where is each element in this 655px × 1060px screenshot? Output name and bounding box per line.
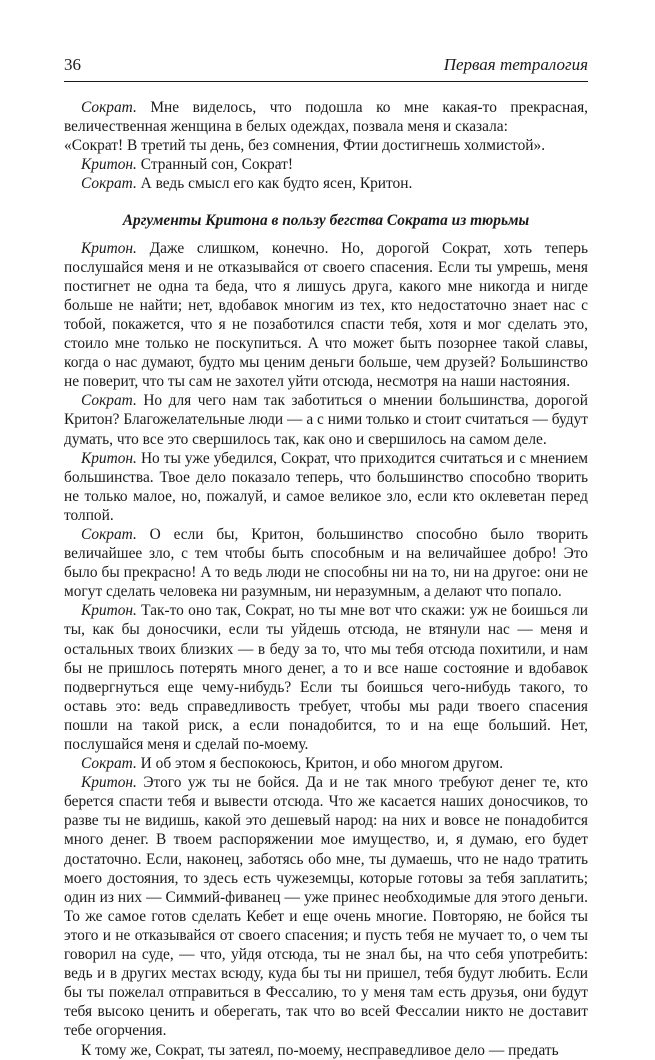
paragraph (64, 155, 588, 174)
paragraph-text: О если бы, Критон, большинство способно было творить величайшее зло, с тем чтобы быть способным и на величайшее добро! Это было бы прекрасно! А то ведь люди не способны ни на то, ни на другое: они не могут сделать человека ни разумным, ни неразумным, а делают что попало. (64, 525, 588, 601)
paragraph (64, 174, 588, 193)
paragraph (64, 1041, 588, 1060)
page-number: 36 (64, 55, 81, 74)
speaker-label: Сократ. (81, 99, 137, 116)
paragraph (64, 601, 588, 754)
speaker-label: Сократ. (81, 175, 137, 193)
paragraph-text: «Сократ! В третий ты день, без сомнения, Фтии достигнешь холмистой». (64, 137, 546, 155)
paragraph-text: Так-то оно так, Сократ, но ты мне вот что скажи: уж не боишься ли ты, как бы доносчики, если ты уйдешь отсюда, не втянули нас — меня и остальных твоих близких — в беду за то, что мы тебя отсюда похитили, и нам бы не пришлось потерять много денег, а то и все наше состояние и вдобавок подвергнуться еще чему-нибудь? Если ты боишься чего-нибудь такого, то оставь это: ведь справедливость требует, чтобы мы ради твоего спасения пошли на такой риск, а если понадобится, то и на еще больший. Нет, послушайся меня и сделай по-моему. (64, 602, 588, 753)
section-heading: Аргументы Критона в пользу бегства Сократа из тюрьмы (122, 212, 530, 230)
speaker-label: Сократ. (81, 525, 137, 543)
speaker-label: Критон. (81, 156, 137, 174)
paragraph (64, 754, 588, 773)
paragraph (64, 98, 588, 136)
speaker-label: Сократ. (81, 755, 137, 773)
paragraph-text: К тому же, Сократ, ты затеял, по-моему, несправедливое дело — предать (81, 1041, 559, 1059)
page-header (64, 55, 588, 82)
paragraph-text: Мне виделось, что подошла ко мне какая-то прекрасная, величественная женщина в белых одеждах, позвала меня и сказала: (64, 99, 588, 136)
paragraph (64, 525, 588, 601)
paragraph (64, 449, 588, 525)
speaker-label: Критон. (81, 449, 137, 467)
paragraph-text: И об этом я беспокоюсь, Критон, и обо многом другом. (136, 755, 504, 773)
paragraph-text: Этого уж ты не бойся. Да и не так много требуют денег те, кто берется спасти тебя и вывести отсюда. Что же касается наших доносчиков, то разве ты не видишь, какой это дешевый народ: на них и вовсе не понадобится много денег. В твоем распоряжении мое имущество, и, я думаю, его будет достаточно. Если, наконец, заботясь обо мне, ты думаешь, что не надо тратить моего достояния, то здесь есть чужеземцы, которые готовы за тебя заплатить; один из них — Симмий-фиванец — уже принес необходимые для этого деньги. То же самое готов сделать Кебет и еще очень многие. Повторяю, не бойся ты этого и не отказывайся от своего спасения; и пусть тебя не мучает то, о чем ты говорил на суде, — что, уйдя отсюда, ты не знал бы, на что себя употребить: ведь и в других местах всюду, куда бы ты ни пришел, тебя будут любить. Если бы ты пожелал отправиться в Фессалию, то у меня там есть друзья, они будут тебя высоко ценить и оберегать, так что во всей Фессалии никто не доставит тебе огорчения. (64, 774, 588, 1040)
speaker-label: Критон. (81, 774, 137, 792)
paragraph-text: Странный сон, Сократ! (136, 156, 294, 174)
running-title: Первая тетралогия (443, 55, 588, 74)
paragraph-text: Но ты уже убедился, Сократ, что приходится считаться и с мнением большинства. Твое дело показало теперь, что большинство способно творить не только малое, но, пожалуй, и самое великое зло, если кто оклеветан перед толпой. (64, 449, 588, 524)
paragraph-text: Даже слишком, конечно. Но, дорогой Сократ, хоть теперь послушайся меня и не отказывайся от своего спасения. Если ты умрешь, меня постигнет не одна та беда, что я лишусь друга, какого мне никогда и нигде больше не найти; нет, вдобавок многим из тех, кто недостаточно знает нас с тобой, покажется, что я не позаботился спасти тебя, хотя и мог сделать это, стоило мне только не поскупиться. А что может быть позорнее такой славы, когда о нас думают, будто мы ценим деньги больше, чем друзей? Большинство не поверит, что ты сам не захотел уйти отсюда, несмотря на наши настояния. (64, 239, 588, 391)
paragraph-text: А ведь смысл его как будто ясен, Критон. (136, 175, 413, 193)
paragraph (64, 239, 588, 392)
page-body (64, 98, 588, 1060)
paragraph (64, 136, 588, 155)
speaker-label: Критон. (81, 239, 137, 257)
paragraph (64, 391, 588, 448)
speaker-label: Сократ. (81, 392, 137, 410)
paragraph (64, 773, 588, 1040)
speaker-label: Критон. (81, 602, 137, 620)
paragraph-text: Но для чего нам так заботиться о мнении большинства, дорогой Критон? Благожелательные люди — а с ними только и стоит считаться — будут думать, что все это свершилось так, как оно и свершилось на самом деле. (64, 392, 588, 448)
